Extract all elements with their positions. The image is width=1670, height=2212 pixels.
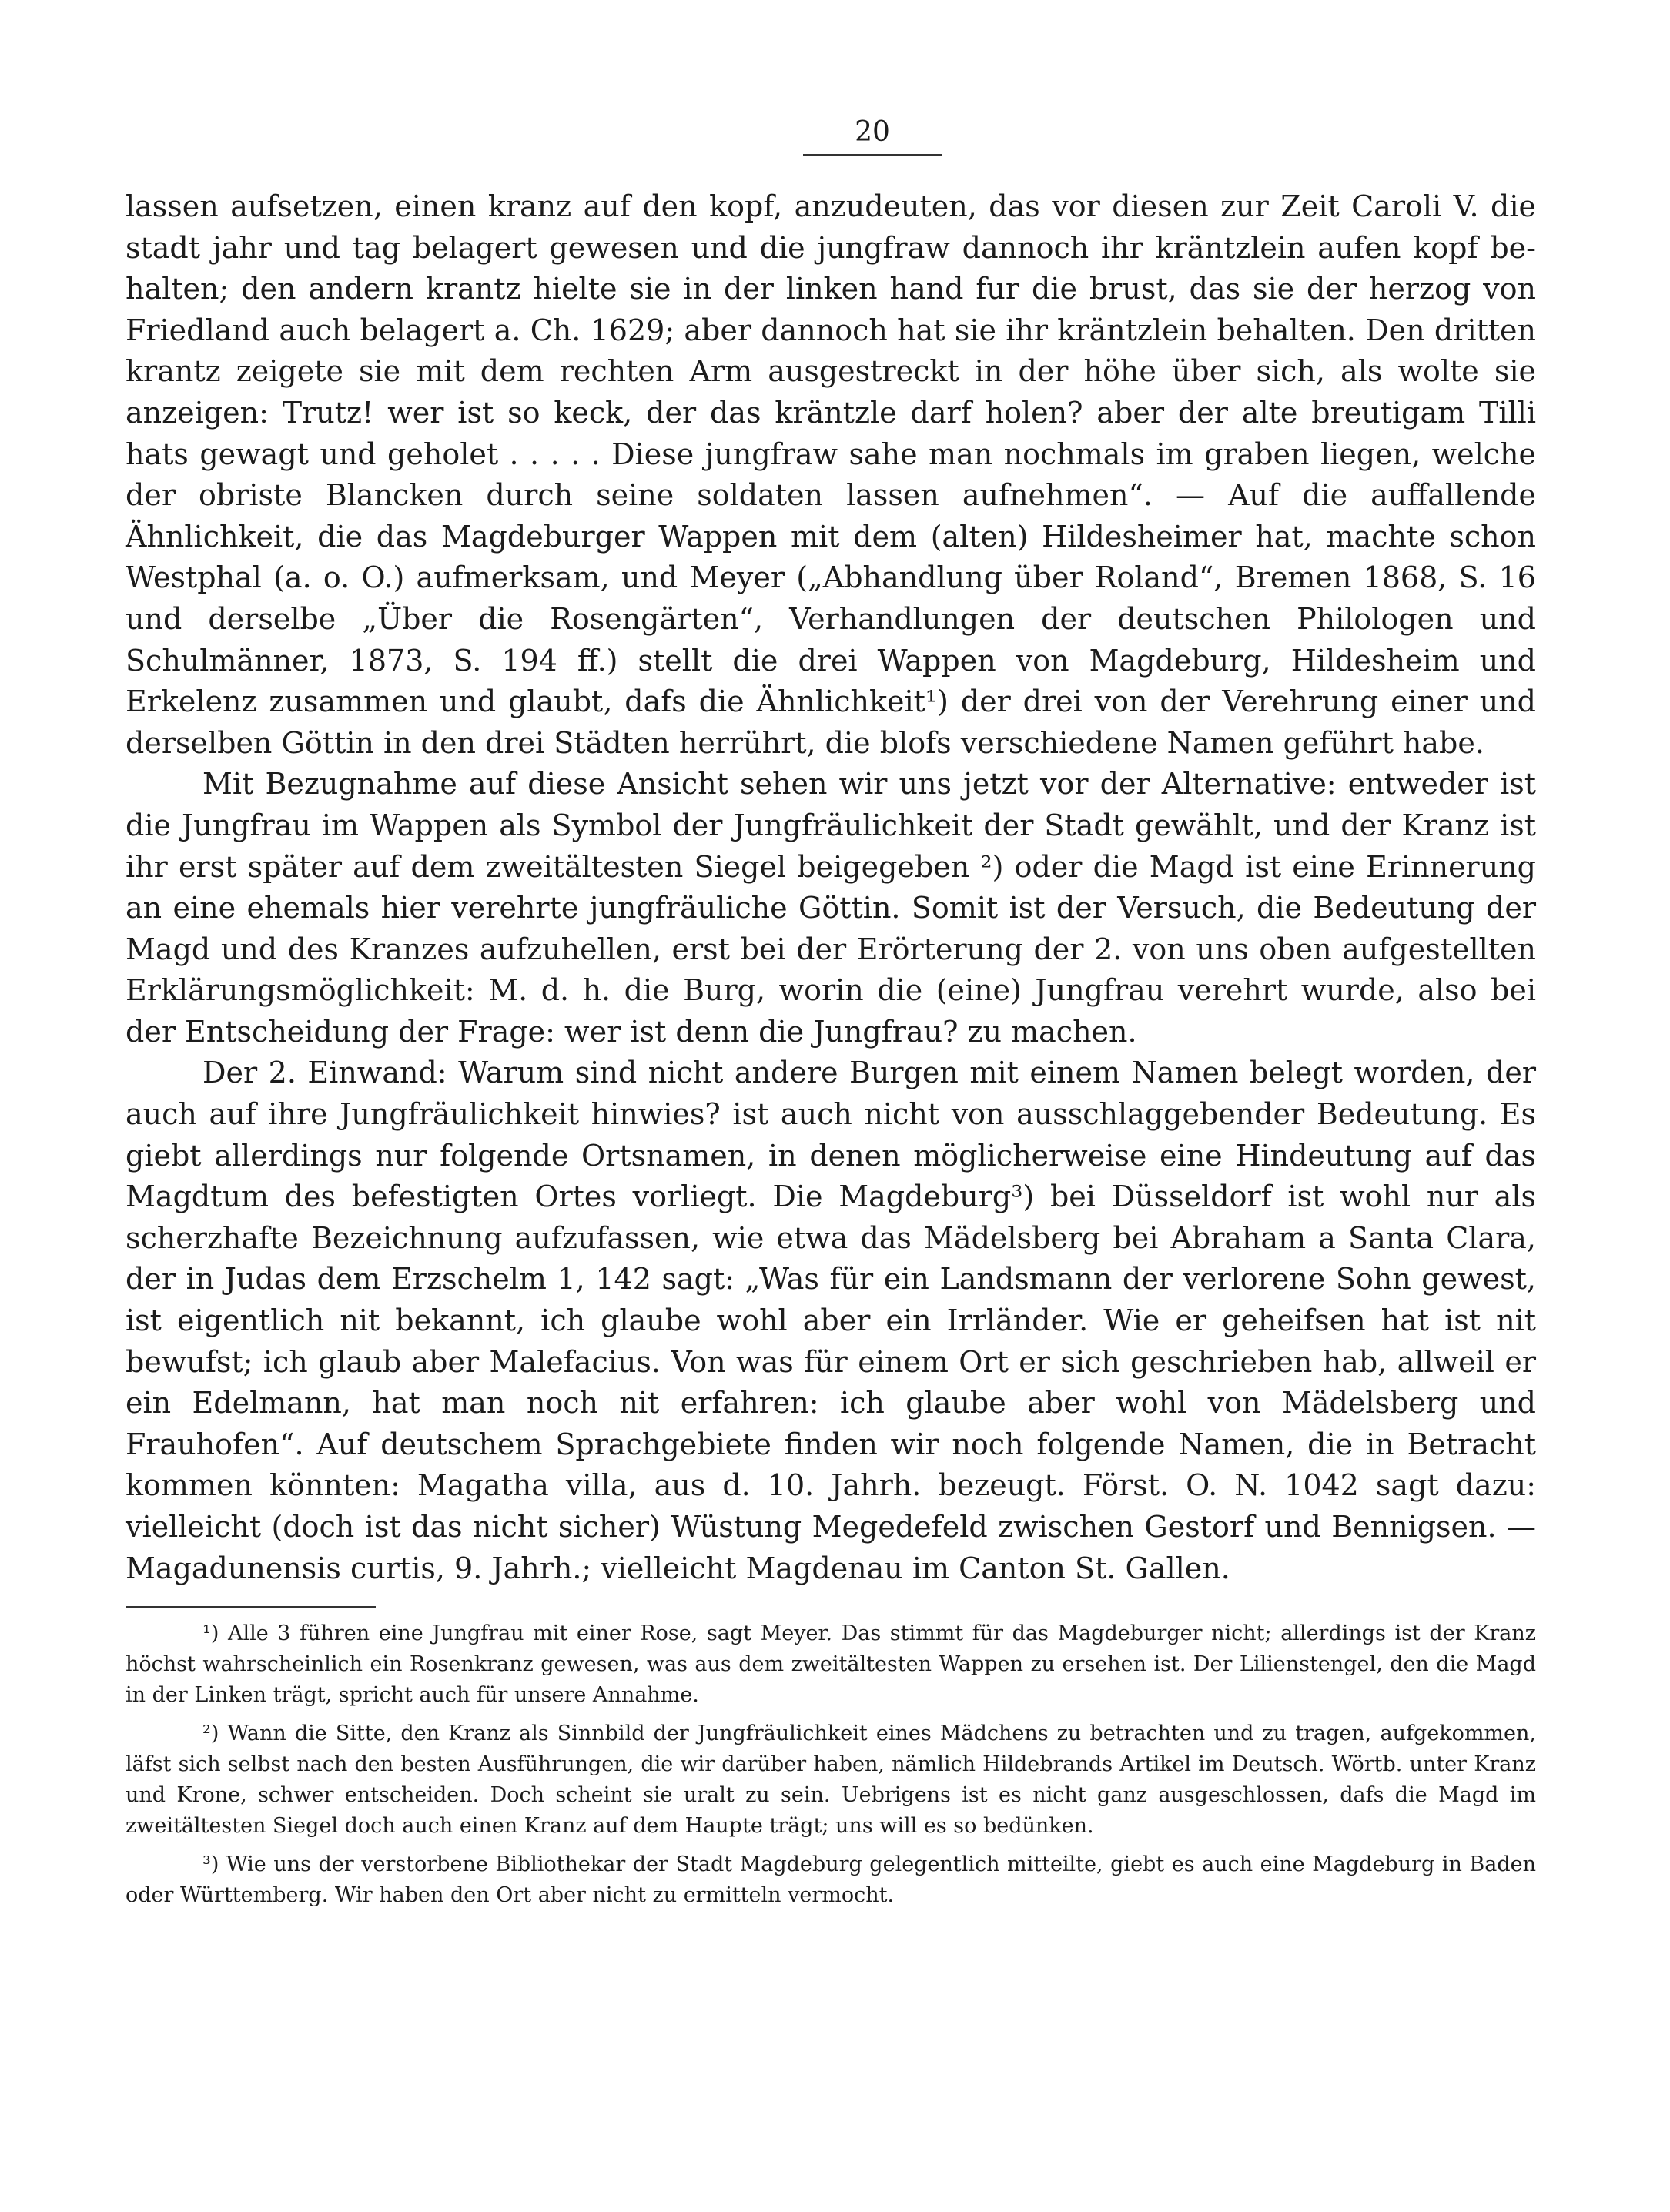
footnote-separator (126, 1606, 376, 1608)
footnote: ³) Wie uns der verstorbene Bibliothekar der Stadt Magdeburg gelegentlich mitteilte, giebt es auch eine Magdeburg in Baden oder Württemberg. Wir haben den Ort aber nicht zu ermitteln vermocht. (126, 1852, 1536, 1908)
paragraph: Der 2. Einwand: Warum sind nicht andere Burgen mit einem Namen belegt worden, der auch auf ihre Jungfräulichkeit hinwies? ist auch nicht von ausschlaggebender Bedeutung. Es giebt allerdings nur folgende Ortsnamen, in denen möglicherweise eine Hindeutung auf das Magdtum des befestigten Ortes vorliegt. Die Magdeburg³) bei Düsseldorf ist wohl nur als scherzhafte Bezeichnung aufzufassen, wie etwa das Mädelsberg bei Abraham a Santa Clara, der in Judas dem Erzschelm 1, 142 sagt: „Was für ein Landsmann der verlorene Sohn gewest, ist eigentlich nit bekannt, ich glaube wohl aber ein Irrländer. Wie er geheifsen hat ist nit bewufst; ich glaub aber Malefacius. Von was für einem Ort er sich geschrieben hab, allweil er ein Edelmann, hat man noch nit erfahren: ich glaube aber wohl von Mädelsberg und Frauhofen“. Auf deutschem Sprachgebiete finden wir noch folgende Namen, die in Betracht kommen könnten: Magatha villa, aus d. 10. Jahrh. bezeugt. Först. O. N. 1042 sagt dazu: vielleicht (doch ist das nicht sicher) Wüstung Megedefeld zwischen Gestorf und Bennigsen. — Magadunensis curtis, 9. Jahrh.; vielleicht Magdenau im Canton St. Gallen. (126, 1056, 1536, 1585)
footnotes (126, 1618, 1536, 1911)
body-text (126, 186, 1536, 1589)
page-number: 20 (803, 115, 942, 156)
page (126, 115, 1536, 1911)
footnote: ²) Wann die Sitte, den Kranz als Sinnbild der Jungfräulichkeit eines Mädchens zu betrachten und zu tragen, aufgekommen, läfst sich selbst nach den besten Ausführungen, die wir darüber haben, nämlich Hildebrands Artikel im Deutsch. Wörtb. unter Kranz und Krone, schwer entscheiden. Doch scheint sie uralt zu sein. Uebrigens ist es nicht ganz ausgeschlossen, dafs die Magd im zweitältesten Siegel doch auch einen Kranz auf dem Haupte trägt; uns will es so bedünken. (126, 1722, 1536, 1839)
footnote: ¹) Alle 3 führen eine Jungfrau mit einer Rose, sagt Meyer. Das stimmt für das Magdeburger nicht; allerdings ist der Kranz höchst wahrscheinlich ein Rosenkranz gewesen, was aus dem zweitältesten Wappen zu ersehen ist. Der Lilienstengel, den die Magd in der Linken trägt, spricht auch für unsere Annahme. (126, 1621, 1536, 1708)
paragraph: lassen aufsetzen, einen kranz auf den kopf, anzudeuten, das vor diesen zur Zeit Caroli V. die stadt jahr und tag belagert gewesen und die jungfraw dannoch ihr kräntzlein aufen kopf behalten; den andern krantz hielte sie in der linken hand fur die brust, das sie der herzog von Friedland auch belagert a. Ch. 1629; aber dannoch hat sie ihr kräntzlein behalten. Den dritten krantz zeigete sie mit dem rechten Arm ausgestreckt in der höhe über sich, als wolte sie anzeigen: Trutz! wer ist so keck, der das kräntzle darf holen? aber der alte breutigam Tilli hats gewagt und geholet . . . . . Diese jungfraw sahe man nochmals im graben liegen, welche der obriste Blancken durch seine soldaten lassen aufnehmen“. — Auf die auffallende Ähnlichkeit, die das Magdeburger Wappen mit dem (alten) Hildesheimer hat, machte schon Westphal (a. o. O.) aufmerksam, und Meyer („Abhandlung über Roland“, Bremen 1868, S. 16 und derselbe „Über die Rosengärten“, Verhandlungen der deutschen Philologen und Schulmänner, 1873, S. 194 ff.) stellt die drei Wappen von Magdeburg, Hildesheim und Erkelenz zusammen und glaubt, dafs die Ähnlichkeit¹) der drei von der Verehrung einer und derselben Göttin in den drei Städten herrührt, die blofs verschiedene Namen geführt habe. (126, 189, 1536, 760)
paragraph: Mit Bezugnahme auf diese Ansicht sehen wir uns jetzt vor der Alternative: entweder ist die Jungfrau im Wappen als Symbol der Jungfräulichkeit der Stadt gewählt, und der Kranz ist ihr erst später auf dem zweitältesten Siegel beigegeben ²) oder die Magd ist eine Erinnerung an eine ehemals hier verehrte jungfräuliche Göttin. Somit ist der Versuch, die Bedeutung der Magd und des Kranzes aufzuhellen, erst bei der Erörterung der 2. von uns oben aufgestellten Erklärungsmöglichkeit: M. d. h. die Burg, worin die (eine) Jungfrau verehrt wurde, also bei der Entscheidung der Frage: wer ist denn die Jungfrau? zu machen. (126, 767, 1536, 1049)
